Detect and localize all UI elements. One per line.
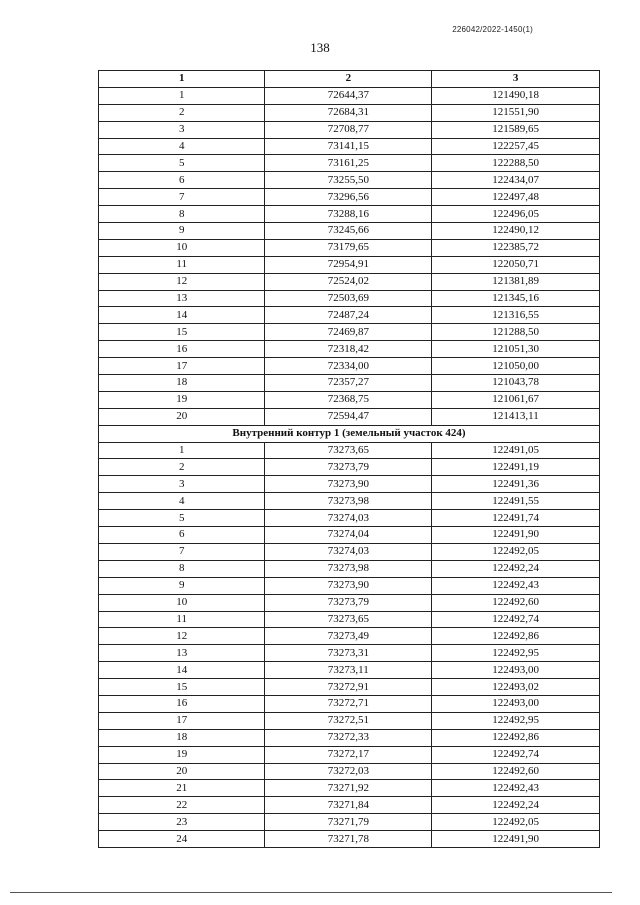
point-number-cell: 7 [99,543,265,560]
x-coordinate-cell: 73272,71 [265,695,432,712]
x-coordinate-cell: 73255,50 [265,172,432,189]
point-number-cell: 13 [99,290,265,307]
point-number-cell: 3 [99,476,265,493]
x-coordinate-cell: 73271,78 [265,831,432,848]
point-number-cell: 20 [99,763,265,780]
table-row [99,695,600,712]
x-coordinate-cell: 73273,31 [265,645,432,662]
x-coordinate-cell: 73179,65 [265,239,432,256]
y-coordinate-cell: 122492,60 [432,763,600,780]
table-row [99,476,600,493]
table-row [99,104,600,121]
x-coordinate-cell: 73271,79 [265,814,432,831]
x-coordinate-cell: 73273,90 [265,577,432,594]
table-row [99,527,600,544]
point-number-cell: 2 [99,459,265,476]
point-number-cell: 17 [99,712,265,729]
table-row [99,712,600,729]
point-number-cell: 13 [99,645,265,662]
y-coordinate-cell: 122496,05 [432,206,600,223]
y-coordinate-cell: 122492,05 [432,543,600,560]
table-header-row [99,71,600,88]
point-number-cell: 11 [99,256,265,273]
table-row [99,341,600,358]
x-coordinate-cell: 73273,65 [265,442,432,459]
section-title: Внутренний контур 1 (земельный участок 424) [99,425,600,442]
y-coordinate-cell: 122491,90 [432,831,600,848]
x-coordinate-cell: 73288,16 [265,206,432,223]
table-row [99,493,600,510]
y-coordinate-cell: 122492,86 [432,729,600,746]
y-coordinate-cell: 121413,11 [432,408,600,425]
y-coordinate-cell: 122492,60 [432,594,600,611]
y-coordinate-cell: 121288,50 [432,324,600,341]
x-coordinate-cell: 73271,92 [265,780,432,797]
point-number-cell: 12 [99,628,265,645]
point-number-cell: 9 [99,577,265,594]
x-coordinate-cell: 73273,79 [265,594,432,611]
y-coordinate-cell: 121043,78 [432,375,600,392]
y-coordinate-cell: 122491,19 [432,459,600,476]
point-number-cell: 5 [99,510,265,527]
table-row [99,510,600,527]
x-coordinate-cell: 73272,33 [265,729,432,746]
x-coordinate-cell: 73273,98 [265,560,432,577]
point-number-cell: 15 [99,679,265,696]
y-coordinate-cell: 122492,95 [432,645,600,662]
point-number-cell: 14 [99,307,265,324]
point-number-cell: 1 [99,442,265,459]
point-number-cell: 16 [99,341,265,358]
x-coordinate-cell: 72368,75 [265,391,432,408]
x-coordinate-cell: 73273,11 [265,662,432,679]
x-coordinate-cell: 72334,00 [265,358,432,375]
y-coordinate-cell: 121061,67 [432,391,600,408]
y-coordinate-cell: 122491,90 [432,527,600,544]
table-row [99,223,600,240]
footer-divider [10,892,612,893]
table-row [99,594,600,611]
x-coordinate-cell: 73274,03 [265,510,432,527]
point-number-cell: 19 [99,391,265,408]
table-row [99,239,600,256]
point-number-cell: 8 [99,206,265,223]
x-coordinate-cell: 72524,02 [265,273,432,290]
coordinates-table [98,70,600,848]
point-number-cell: 22 [99,797,265,814]
point-number-cell: 2 [99,104,265,121]
y-coordinate-cell: 122492,86 [432,628,600,645]
x-coordinate-cell: 73274,03 [265,543,432,560]
point-number-cell: 4 [99,493,265,510]
point-number-cell: 21 [99,780,265,797]
table-row [99,442,600,459]
x-coordinate-cell: 73274,04 [265,527,432,544]
x-coordinate-cell: 73296,56 [265,189,432,206]
x-coordinate-cell: 72503,69 [265,290,432,307]
point-number-cell: 20 [99,408,265,425]
x-coordinate-cell: 72954,91 [265,256,432,273]
y-coordinate-cell: 122492,05 [432,814,600,831]
x-coordinate-cell: 73271,84 [265,797,432,814]
y-coordinate-cell: 122491,05 [432,442,600,459]
y-coordinate-cell: 122493,00 [432,662,600,679]
y-coordinate-cell: 122490,12 [432,223,600,240]
header-cell-2: 2 [265,71,432,88]
point-number-cell: 10 [99,239,265,256]
x-coordinate-cell: 73272,51 [265,712,432,729]
point-number-cell: 9 [99,223,265,240]
table-row [99,645,600,662]
table-row [99,577,600,594]
y-coordinate-cell: 121551,90 [432,104,600,121]
table-row [99,324,600,341]
point-number-cell: 6 [99,527,265,544]
y-coordinate-cell: 121490,18 [432,87,600,104]
y-coordinate-cell: 122491,74 [432,510,600,527]
point-number-cell: 6 [99,172,265,189]
y-coordinate-cell: 122492,74 [432,746,600,763]
header-cell-1: 1 [99,71,265,88]
table-row [99,746,600,763]
table-row [99,459,600,476]
table-row [99,172,600,189]
x-coordinate-cell: 73273,65 [265,611,432,628]
point-number-cell: 7 [99,189,265,206]
point-number-cell: 16 [99,695,265,712]
header-cell-3: 3 [432,71,600,88]
x-coordinate-cell: 72469,87 [265,324,432,341]
point-number-cell: 8 [99,560,265,577]
y-coordinate-cell: 122492,43 [432,780,600,797]
y-coordinate-cell: 121050,00 [432,358,600,375]
x-coordinate-cell: 73272,03 [265,763,432,780]
x-coordinate-cell: 73273,98 [265,493,432,510]
point-number-cell: 3 [99,121,265,138]
y-coordinate-cell: 122492,43 [432,577,600,594]
point-number-cell: 17 [99,358,265,375]
table-row [99,155,600,172]
y-coordinate-cell: 121316,55 [432,307,600,324]
table-row [99,560,600,577]
table-row [99,662,600,679]
y-coordinate-cell: 121051,30 [432,341,600,358]
table-row [99,273,600,290]
x-coordinate-cell: 72594,47 [265,408,432,425]
table-row [99,290,600,307]
y-coordinate-cell: 122493,00 [432,695,600,712]
y-coordinate-cell: 122491,55 [432,493,600,510]
x-coordinate-cell: 73273,90 [265,476,432,493]
x-coordinate-cell: 72318,42 [265,341,432,358]
y-coordinate-cell: 121381,89 [432,273,600,290]
x-coordinate-cell: 72684,31 [265,104,432,121]
point-number-cell: 14 [99,662,265,679]
y-coordinate-cell: 122385,72 [432,239,600,256]
point-number-cell: 15 [99,324,265,341]
x-coordinate-cell: 73273,79 [265,459,432,476]
y-coordinate-cell: 122491,36 [432,476,600,493]
point-number-cell: 5 [99,155,265,172]
y-coordinate-cell: 122492,74 [432,611,600,628]
table-row [99,679,600,696]
y-coordinate-cell: 122492,24 [432,560,600,577]
y-coordinate-cell: 122434,07 [432,172,600,189]
point-number-cell: 12 [99,273,265,290]
table-row [99,256,600,273]
table-row [99,543,600,560]
x-coordinate-cell: 72644,37 [265,87,432,104]
x-coordinate-cell: 73161,25 [265,155,432,172]
table-row [99,814,600,831]
y-coordinate-cell: 122288,50 [432,155,600,172]
x-coordinate-cell: 73273,49 [265,628,432,645]
point-number-cell: 19 [99,746,265,763]
table-row [99,408,600,425]
table-row [99,391,600,408]
page-number: 138 [310,40,330,55]
table-row [99,628,600,645]
y-coordinate-cell: 122050,71 [432,256,600,273]
y-coordinate-cell: 122492,24 [432,797,600,814]
table-row [99,87,600,104]
x-coordinate-cell: 73272,17 [265,746,432,763]
table-row [99,780,600,797]
y-coordinate-cell: 122492,95 [432,712,600,729]
y-coordinate-cell: 122257,45 [432,138,600,155]
y-coordinate-cell: 122493,02 [432,679,600,696]
point-number-cell: 18 [99,375,265,392]
point-number-cell: 10 [99,594,265,611]
x-coordinate-cell: 73272,91 [265,679,432,696]
x-coordinate-cell: 72487,24 [265,307,432,324]
table-row [99,206,600,223]
table-row [99,138,600,155]
table-row [99,307,600,324]
y-coordinate-cell: 122497,48 [432,189,600,206]
table-row [99,763,600,780]
x-coordinate-cell: 73141,15 [265,138,432,155]
point-number-cell: 18 [99,729,265,746]
section-title-row [99,425,600,442]
table-row [99,189,600,206]
table-row [99,831,600,848]
table-row [99,121,600,138]
point-number-cell: 11 [99,611,265,628]
y-coordinate-cell: 121589,65 [432,121,600,138]
x-coordinate-cell: 73245,66 [265,223,432,240]
point-number-cell: 4 [99,138,265,155]
table-row [99,611,600,628]
y-coordinate-cell: 121345,16 [432,290,600,307]
table-row [99,729,600,746]
point-number-cell: 23 [99,814,265,831]
table-row [99,797,600,814]
table-row [99,375,600,392]
point-number-cell: 24 [99,831,265,848]
point-number-cell: 1 [99,87,265,104]
document-number: 226042/2022-1450(1) [452,25,533,34]
x-coordinate-cell: 72357,27 [265,375,432,392]
x-coordinate-cell: 72708,77 [265,121,432,138]
table-row [99,358,600,375]
